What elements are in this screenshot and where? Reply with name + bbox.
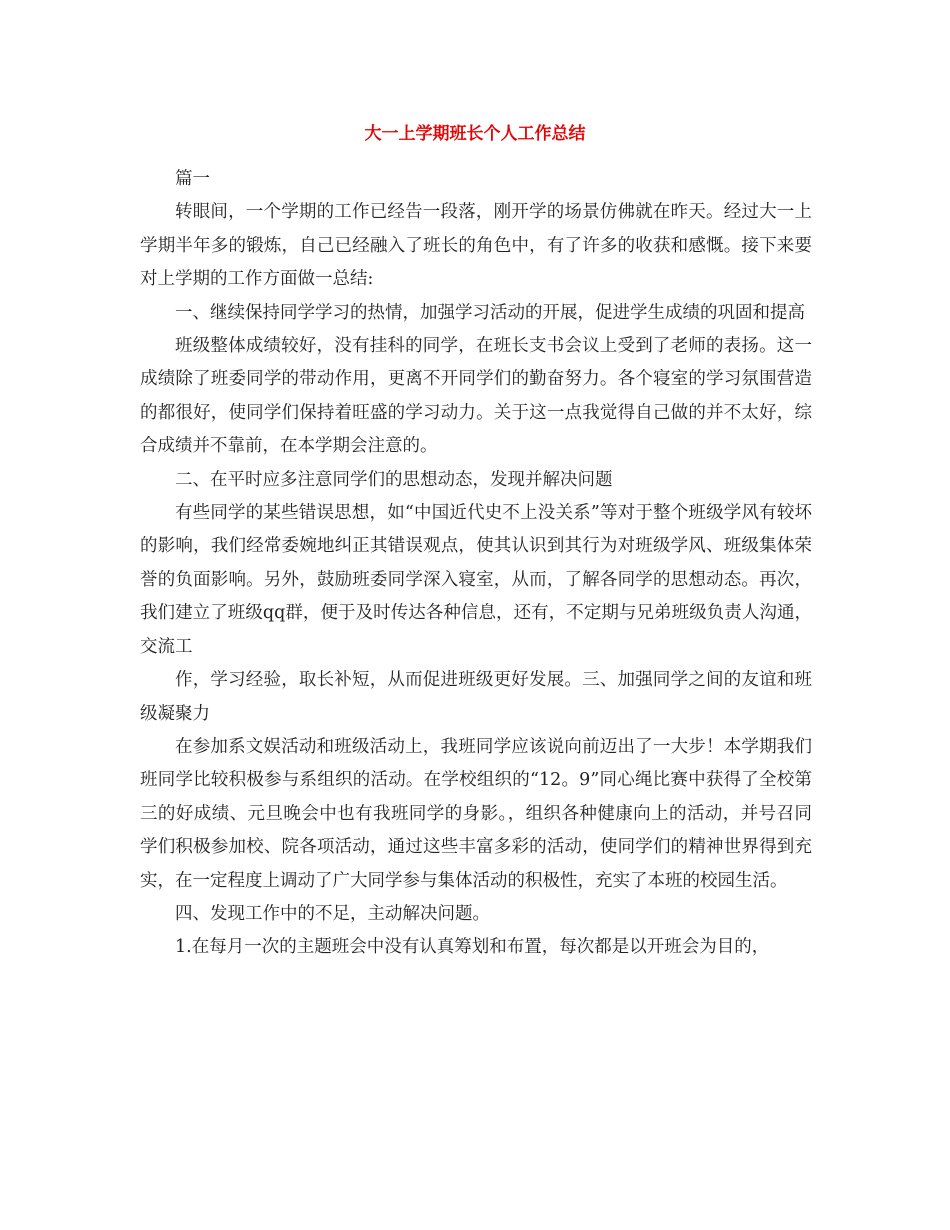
section-heading-part-one: 篇一 (175, 169, 210, 189)
body-paragraph: 班级整体成绩较好，没有挂科的同学，在班长支书会议上受到了老师的表扬。这一成绩除了班委同学的带动作用，更离不开同学们的勤奋努力。各个寝室的学习氛围营造的都很好，使同学们保持着旺盛的学习动力。关于这一点我觉得自己做的并不太好，综合成绩并不靠前，在本学期会注意的。 (140, 336, 812, 457)
body-paragraph-continued: 作，学习经验，取长补短，从而促进班级更好发展。三、加强同学之间的友谊和班级凝聚力 (140, 670, 812, 724)
section-heading-2: 二、在平时应多注意同学们的思想动态，发现并解决问题 (175, 469, 613, 490)
intro-paragraph: 转眼间，一个学期的工作已经告一段落，刚开学的场景仿佛就在昨天。经过大一上学期半年多的锻炼，自己已经融入了班长的角色中，有了许多的收获和感慨。接下来要对上学期的工作方面做一总结: (140, 202, 812, 290)
document-body (140, 163, 812, 965)
section-heading-4: 四、发现工作中的不足，主动解决问题。 (175, 903, 490, 924)
document-title: 大一上学期班长个人工作总结 (364, 124, 586, 144)
list-item: 1.在每月一次的主题班会中没有认真筹划和布置，每次都是以开班会为目的， (175, 937, 770, 958)
section-heading-1: 一、继续保持同学学习的热情，加强学习活动的开展，促进学生成绩的巩固和提高 (175, 302, 805, 323)
body-paragraph: 在参加系文娱活动和班级活动上，我班同学应该说向前迈出了一大步！本学期我们班同学比较积极参与系组织的活动。在学校组织的“12。9”同心绳比赛中获得了全校第三的好成绩、元旦晚会中也有我班同学的身影。，组织各种健康向上的活动，并号召同学们积极参加校、院各项活动，通过这些丰富多彩的活动，使同学们的精神世界得到充实，在一定程度上调动了广大同学参与集体活动的积极性，充实了本班的校园生活。 (140, 736, 812, 891)
body-paragraph: 有些同学的某些错误思想，如“中国近代史不上没关系”等对于整个班级学风有较坏的影响，我们经常委婉地纠正其错误观点，使其认识到其行为对班级学风、班级集体荣誉的负面影响。另外，鼓励班委同学深入寝室，从而，了解各同学的思想动态。再次，我们建立了班级qq群，便于及时传达各种信息，还有，不定期与兄弟班级负责人沟通，交流工 (140, 503, 812, 657)
